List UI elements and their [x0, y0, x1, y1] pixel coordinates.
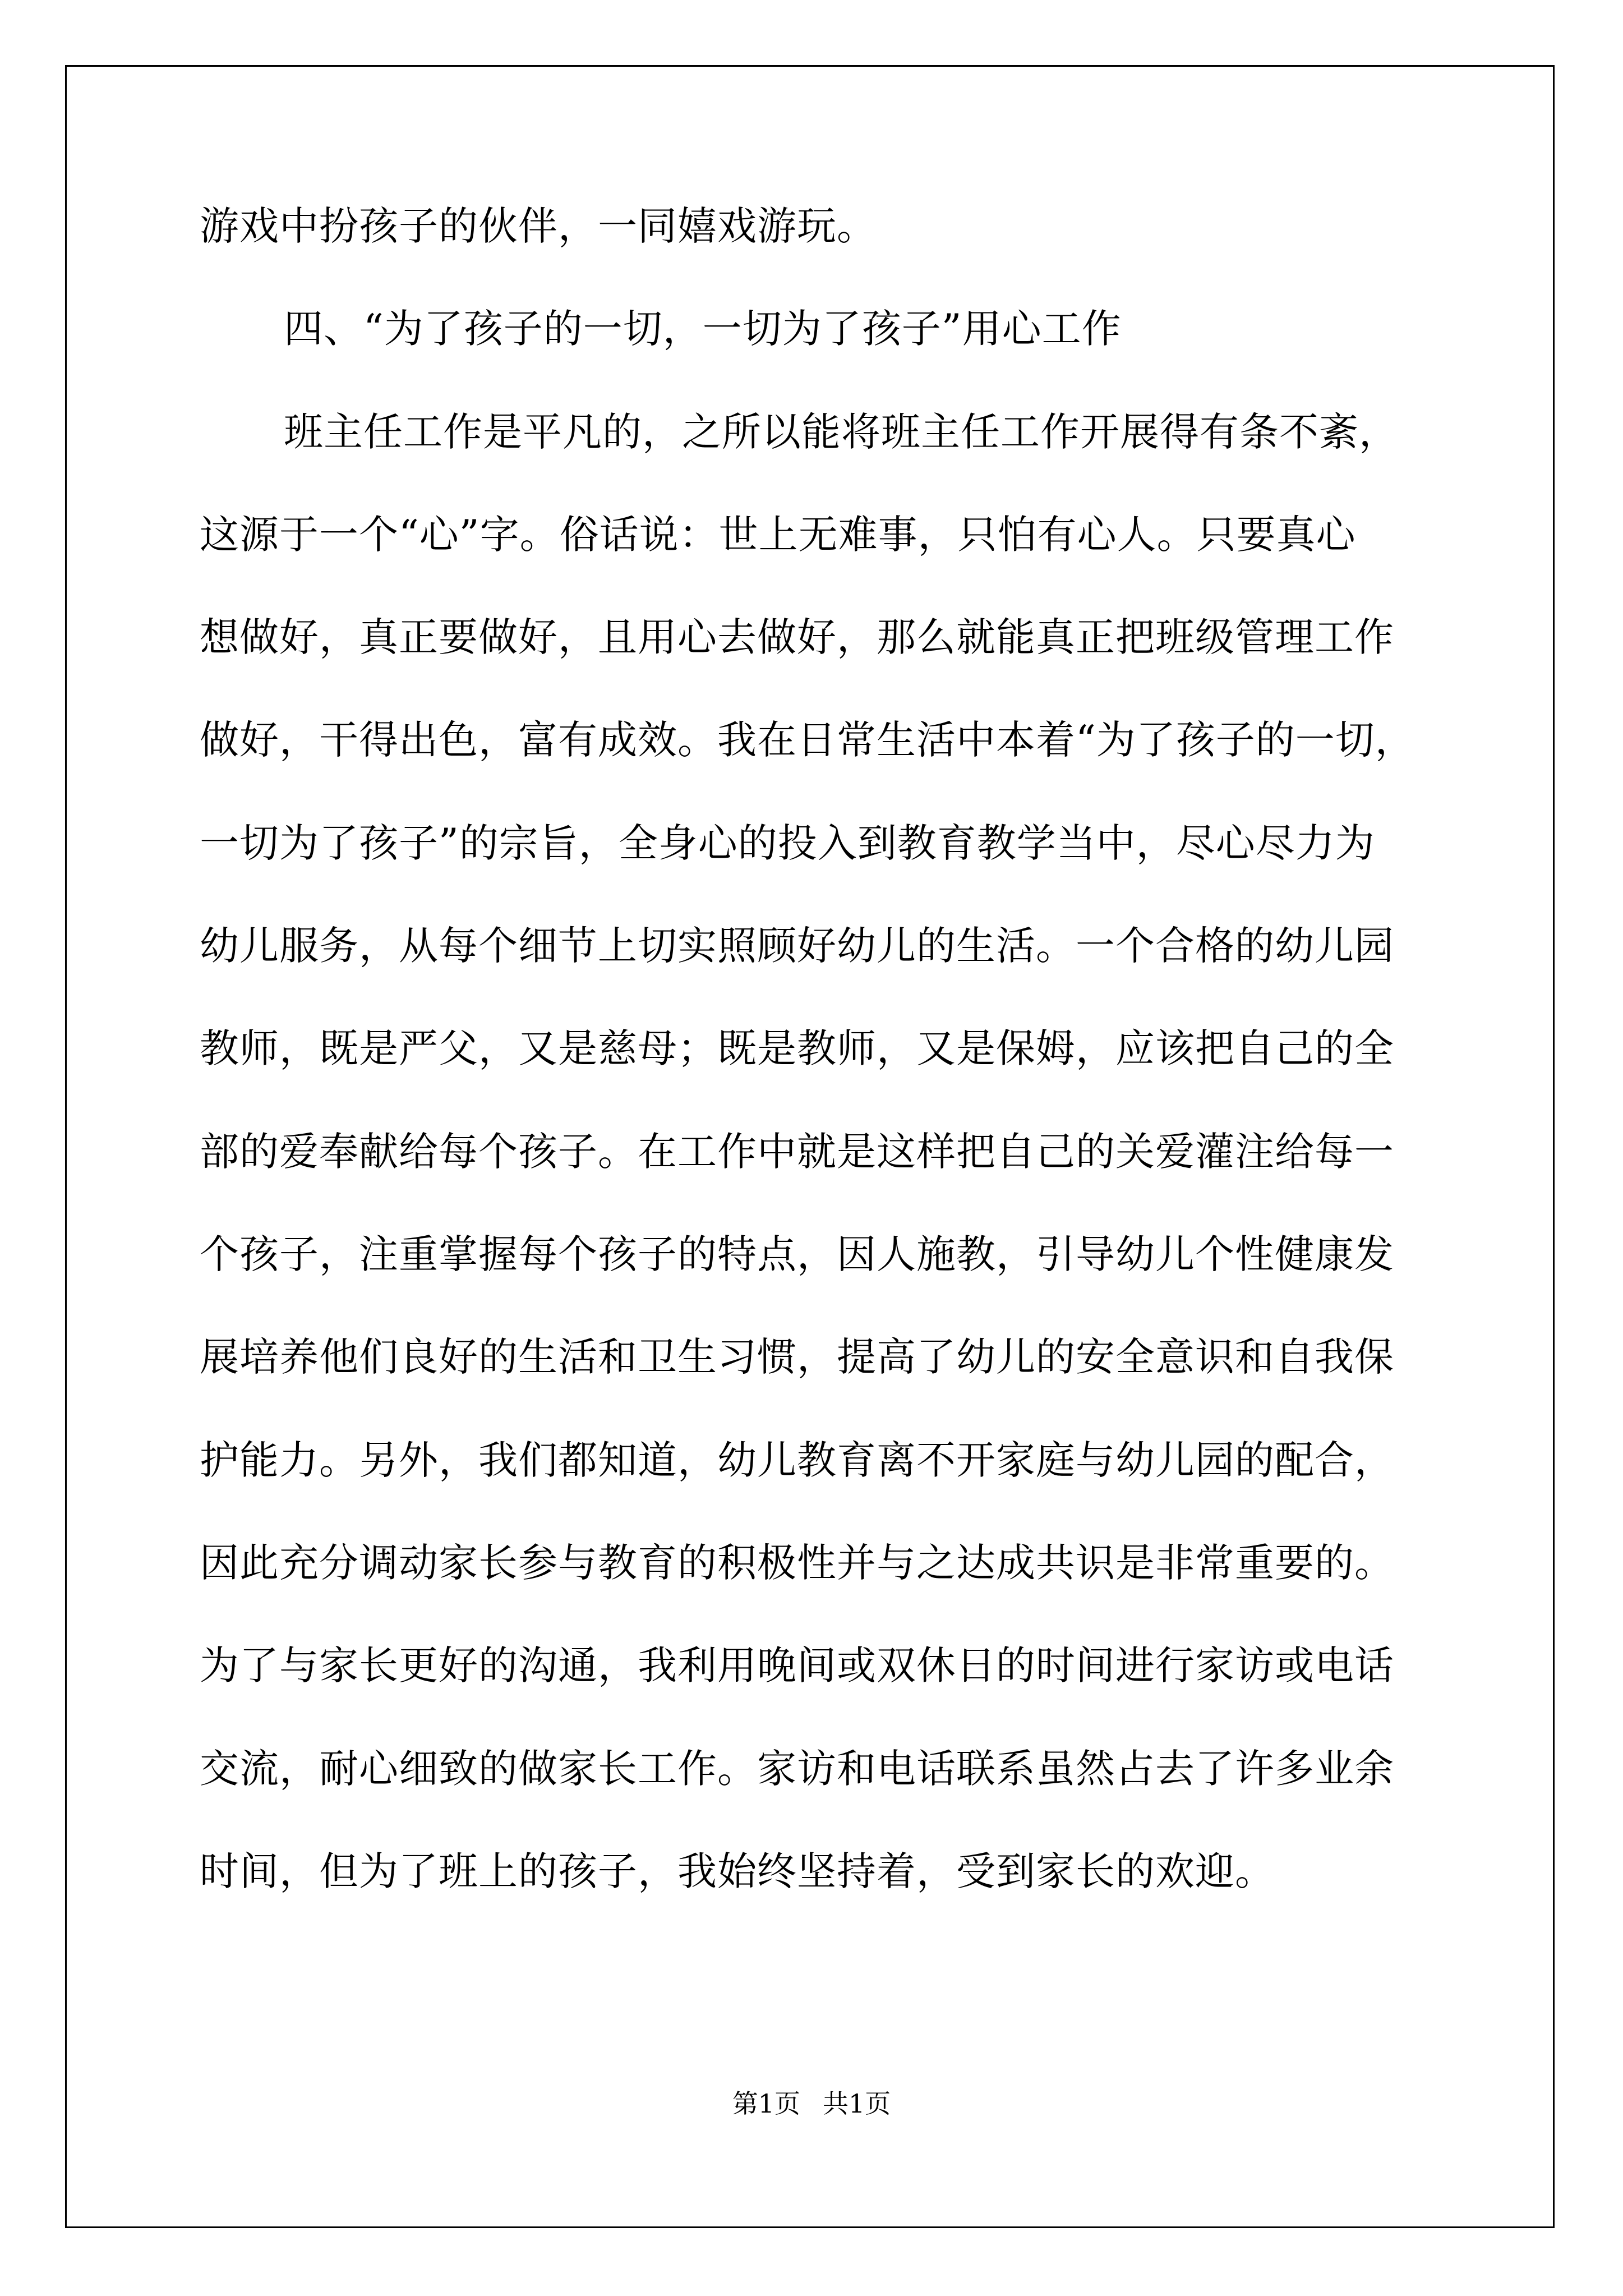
text-line: 教师，既是严父，又是慈母；既是教师，又是保姆，应该把自己的全 [200, 1025, 1394, 1071]
text-line: 这源于一个“心”字。俗话说：世上无难事，只怕有心人。只要真心 [200, 512, 1356, 558]
text-line: 游戏中扮孩子的伙伴，一同嬉戏游玩。 [200, 203, 877, 249]
text-line: 一切为了孩子”的宗旨，全身心的投入到教育教学当中，尽心尽力为 [200, 820, 1375, 866]
text-line: 展培养他们良好的生活和卫生习惯，提高了幼儿的安全意识和自我保 [200, 1334, 1394, 1380]
text-line: 幼儿服务，从每个细节上切实照顾好幼儿的生活。一个合格的幼儿园 [200, 923, 1394, 969]
text-line: 为了与家长更好的沟通，我利用晚间或双休日的时间进行家访或电话 [200, 1642, 1394, 1688]
text-line: 部的爱奉献给每个孩子。在工作中就是这样把自己的关爱灌注给每一 [200, 1129, 1394, 1175]
paragraph-first-line: 班主任工作是平凡的，之所以能将班主任工作开展得有条不紊， [284, 409, 1399, 455]
page-number: 第1页 [732, 2088, 800, 2119]
text-line: 个孩子，注重掌握每个孩子的特点，因人施教，引导幼儿个性健康发 [200, 1231, 1394, 1277]
text-line: 想做好，真正要做好，且用心去做好，那么就能真正把班级管理工作 [200, 614, 1394, 660]
page-footer [0, 2087, 1623, 2120]
page-total: 共1页 [823, 2088, 891, 2119]
text-line: 做好，干得出色，富有成效。我在日常生活中本着“为了孩子的一切， [200, 717, 1415, 763]
section-heading: 四、“为了孩子的一切，一切为了孩子”用心工作 [284, 306, 1122, 352]
text-line: 护能力。另外，我们都知道，幼儿教育离不开家庭与幼儿园的配合， [200, 1437, 1394, 1483]
text-line: 因此充分调动家长参与教育的积极性并与之达成共识是非常重要的。 [200, 1540, 1394, 1586]
text-line: 时间，但为了班上的孩子，我始终坚持着，受到家长的欢迎。 [200, 1848, 1275, 1894]
text-line: 交流，耐心细致的做家长工作。家访和电话联系虽然占去了许多业余 [200, 1746, 1394, 1792]
